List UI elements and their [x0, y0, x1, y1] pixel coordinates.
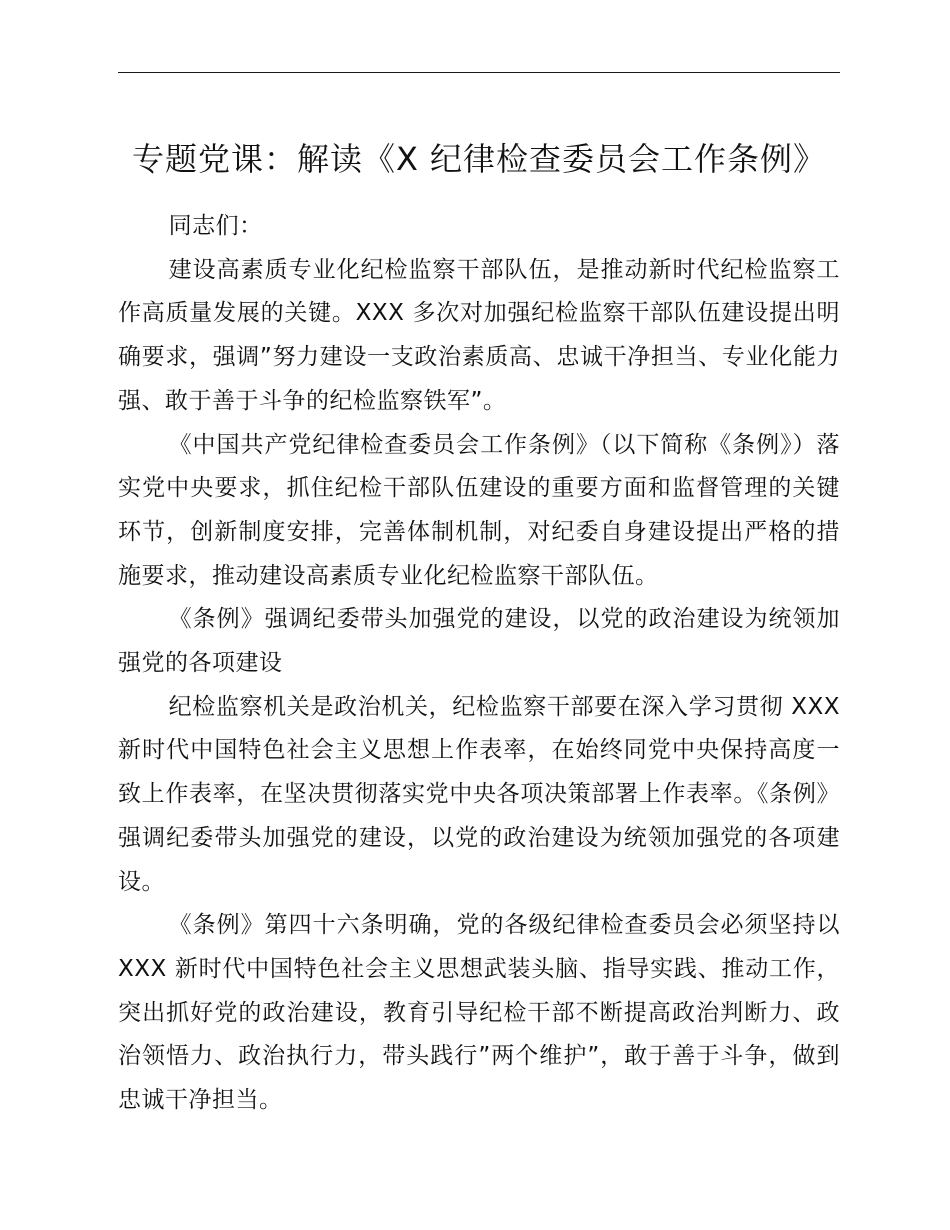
paragraph-article-46: 《条例》第四十六条明确，党的各级纪律检查委员会必须坚持以 XXX 新时代中国特色社会主义思想武装头脑、指导实践、推动工作，突出抓好党的政治建设，教育引导纪检干部不断提高政治判断力、政治领悟力、政治执行力，带头践行”两个维护”，敢于善于斗争，做到忠诚干净担当。	[118, 912, 840, 1114]
header-rule	[118, 72, 840, 73]
salutation: 同志们：	[168, 213, 263, 239]
document-title: 专题党课：解读《X 纪律检查委员会工作条例》	[131, 140, 827, 178]
paragraph-regulation-summary: 《中国共产党纪律检查委员会工作条例》（以下简称《条例》）落实党中央要求，抓住纪检干部队伍建设的重要方面和监督管理的关键环节，创新制度安排，完善体制机制，对纪委自身建设提出严格的措施要求，推动建设高素质专业化纪检监察干部队伍。	[118, 431, 840, 589]
paragraph-political-organ: 纪检监察机关是政治机关，纪检监察干部要在深入学习贯彻 XXX 新时代中国特色社会主义思想上作表率，在始终同党中央保持高度一致上作表率，在坚决贯彻落实党中央各项决策部署上作表率。《条例》强调纪委带头加强党的建设，以党的政治建设为统领加强党的各项建设。	[118, 693, 840, 895]
document-body	[118, 205, 840, 1123]
paragraph-intro: 建设高素质专业化纪检监察干部队伍，是推动新时代纪检监察工作高质量发展的关键。XXX 多次对加强纪检监察干部队伍建设提出明确要求，强调”努力建设一支政治素质高、忠诚干净担当、专业化能力强、敢于善于斗争的纪检监察铁军”。	[118, 256, 840, 414]
section-heading: 《条例》强调纪委带头加强党的建设，以党的政治建设为统领加强党的各项建设	[118, 606, 840, 677]
